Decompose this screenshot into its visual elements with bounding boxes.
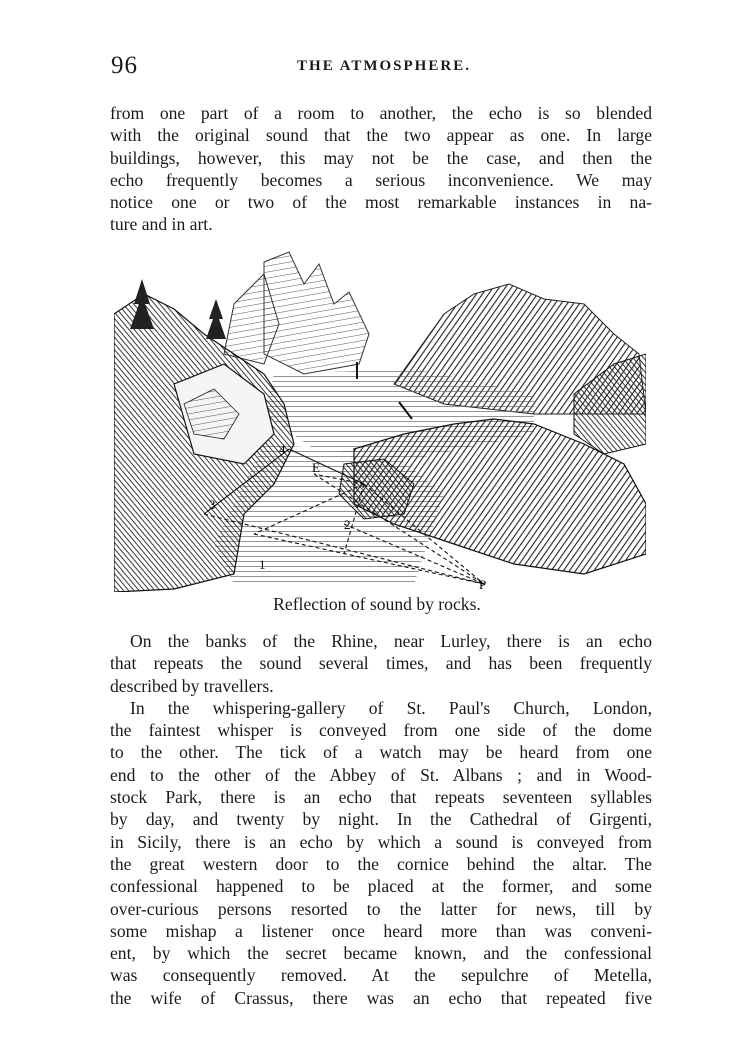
text-line: that repeats the sound several times, and has been frequently: [110, 653, 652, 674]
page-number: 96: [111, 52, 138, 79]
figure-label-2: 2: [344, 517, 351, 532]
text-line: On the banks of the Rhine, near Lurley, there is an echo: [130, 631, 652, 651]
text-line: with the original sound that the two appear as one. In large: [110, 125, 652, 146]
figure-label-e: E: [312, 460, 320, 475]
text-line: to the other. The tick of a watch may be heard from one: [110, 742, 652, 763]
text-line: end to the other of the Abbey of St. Albans ; and in Wood-: [110, 764, 652, 785]
text-line: by day, and twenty by night. In the Cathedral of Girgenti,: [110, 809, 652, 830]
text-line: the wife of Crassus, there was an echo that repeated five: [110, 987, 652, 1008]
text-line: from one part of a room to another, the echo is so blended: [110, 103, 652, 123]
text-line: notice one or two of the most remarkable instances in na-: [110, 192, 652, 213]
text-line: over-curious persons resorted to the latter for news, till by: [110, 898, 652, 919]
text-line: the great western door to the cornice behind the altar. The: [110, 853, 652, 874]
running-title: THE ATMOSPHERE.: [297, 58, 471, 74]
text-line: described by travellers.: [110, 675, 274, 696]
text-line: ture and in art.: [110, 214, 213, 235]
text-line: confessional happened to be placed at the former, and some: [110, 876, 652, 897]
paragraph-top: [110, 102, 652, 236]
echo-rocks-illustration: [114, 244, 646, 592]
figure-label-4: 4: [279, 442, 286, 457]
text-line: the faintest whisper is conveyed from one side of the dome: [110, 720, 652, 741]
text-line: some mishap a listener once heard more than was conveni-: [110, 920, 652, 941]
text-line: echo frequently becomes a serious inconvenience. We may: [110, 169, 652, 190]
figure-label-p: P: [479, 577, 487, 592]
text-line: buildings, however, this may not be the case, and then the: [110, 147, 652, 168]
figure-caption: Reflection of sound by rocks.: [273, 594, 481, 614]
text-line: was consequently removed. At the sepulchre of Metella,: [110, 965, 652, 986]
text-line: in Sicily, there is an echo by which a sound is conveyed from: [110, 831, 652, 852]
text-line: In the whispering-gallery of St. Paul's Church, London,: [130, 697, 652, 718]
text-line: ent, by which the secret became known, and the confessional: [110, 943, 652, 964]
text-line: stock Park, there is an echo that repeats seventeen syllables: [110, 787, 652, 808]
figure-label-1: 1: [259, 557, 266, 572]
figure-label-3: 3: [209, 497, 216, 512]
paragraph-bottom: [110, 630, 652, 1009]
